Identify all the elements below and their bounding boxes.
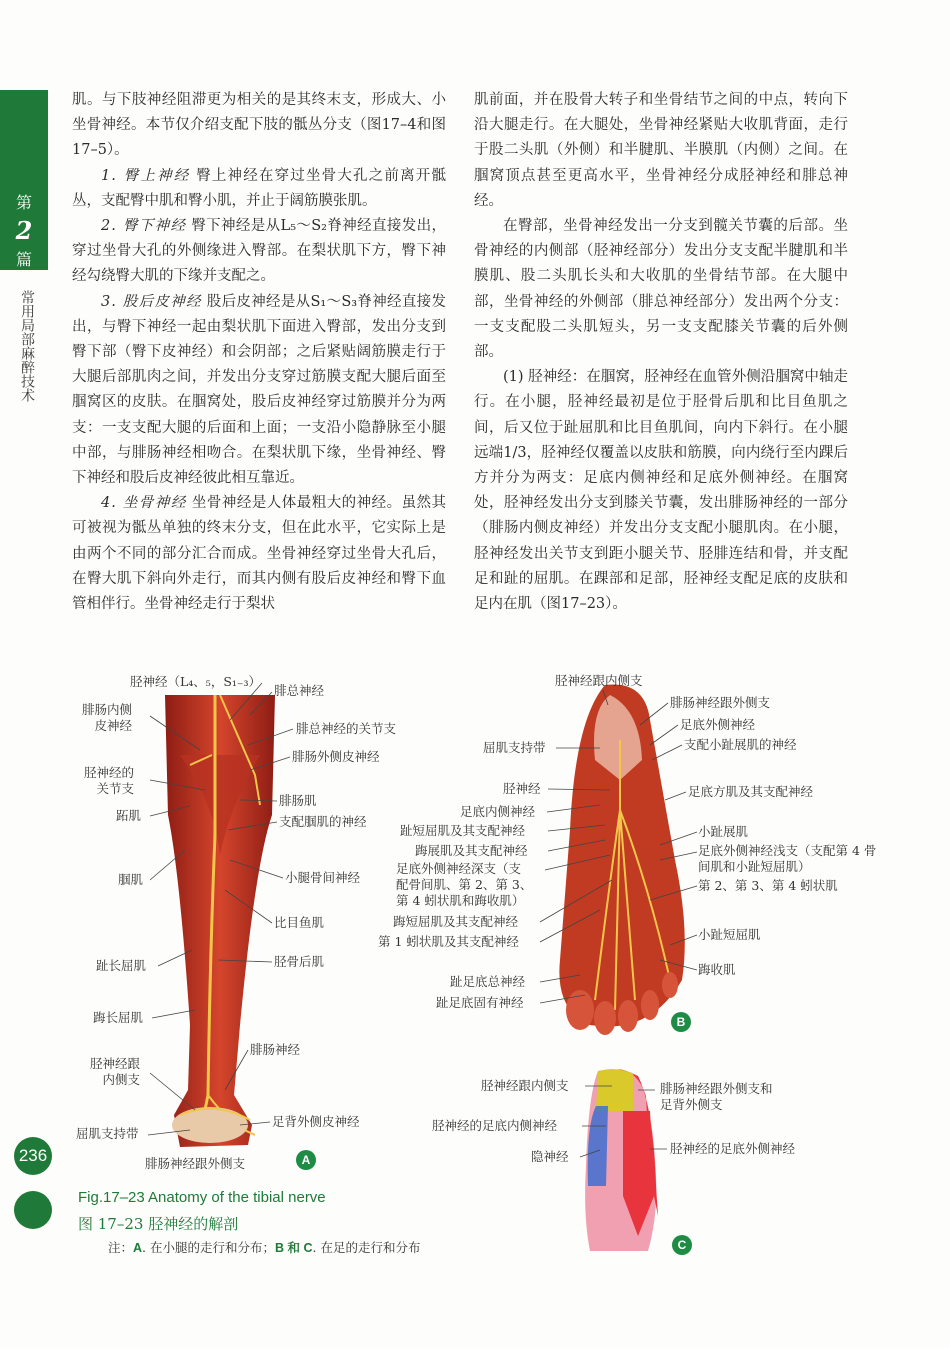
paragraph-text: 坐骨神经是人体最粗大的神经。虽然其可被视为骶丛单独的终末分支，但在此水平，它实际上是由两个不同的部分汇合而成。坐骨神经穿过坐骨大孔后，在臀大肌下斜向外走行，而其内侧有股后皮神经和臀下血管相伴行。坐骨神经走行于梨状 bbox=[72, 495, 447, 613]
label-popliteus: 腘肌 bbox=[118, 872, 144, 887]
paragraph-text: 肌。与下肢神经阻滞更为相关的是其终末支，形成大、小坐骨神经。本节仅介绍支配下肢的骶丛分支（图17–4和图17–5）。 bbox=[72, 92, 446, 159]
label-tibialis-posterior: 胫骨后肌 bbox=[274, 954, 325, 969]
figure-b-sole-illustration bbox=[550, 680, 690, 1035]
paragraph-heading: 1. 臀上神经 bbox=[101, 167, 191, 184]
left-text-column bbox=[72, 88, 446, 617]
label-b-tibial: 胫神经 bbox=[503, 781, 541, 796]
label-fhl: 踇长屈肌 bbox=[93, 1010, 144, 1025]
label-gastrocnemius: 腓肠肌 bbox=[279, 793, 317, 808]
label-tibial-articular-branch: 胫神经的 关节支 bbox=[84, 765, 135, 796]
paragraph-text: 臀下神经是从L₅～S₂脊神经直接发出，穿过坐骨大孔的外侧缘进入臀部。在梨状肌下方，臀下神经勾绕臀大肌的下缘并支配之。 bbox=[72, 218, 446, 285]
paragraph bbox=[72, 88, 446, 164]
label-b-lumbrical-1: 第 1 蚓状肌及其支配神经 bbox=[378, 934, 519, 949]
figure-b-letter: B bbox=[671, 1012, 691, 1032]
note-a-marker: A bbox=[133, 1241, 143, 1255]
paragraph-heading: 4. 坐骨神经 bbox=[101, 495, 187, 512]
figure-caption-zh: 图 17–23 胫神经的解剖 bbox=[78, 1215, 239, 1233]
label-sural-lateral-calcaneal: 腓肠神经跟外侧支 bbox=[145, 1156, 246, 1171]
label-interosseous-nerve: 小腿骨间神经 bbox=[285, 870, 361, 885]
section-title-vertical: 常用局部麻醉技术 bbox=[19, 290, 35, 402]
paragraph bbox=[474, 88, 848, 214]
paragraph-heading: 3. 股后皮神经 bbox=[101, 293, 202, 310]
page-marker-dot bbox=[14, 1191, 52, 1229]
figure-c-sole-map bbox=[578, 1066, 660, 1256]
part-prefix: 第 bbox=[15, 193, 32, 212]
label-b-lp-superficial: 足底外侧神经浅支（支配第 4 骨 间肌和小趾短屈肌） bbox=[698, 843, 877, 874]
label-b-fdm-brevis: 小趾短屈肌 bbox=[698, 927, 761, 942]
paragraph-text: 股后皮神经是从S₁～S₃脊神经直接发出，与臀下神经一起由梨状肌下面进入臀部，发出分支到臀下部（臀下皮神经）和会阴部；之后紧贴阔筋膜走行于大腿后部肌肉之间，并发出分支穿过筋膜支配大腿后面至腘窝区的皮肤。在腘窝处，股后皮神经穿过筋膜并分为两支：一支支配大腿的后面和上面；一支沿小隐静脉至小腿中部，与腓肠神经相吻合。在梨状肌下缘，坐骨神经、臀下神经和股后皮神经彼此相互靠近。 bbox=[72, 293, 447, 487]
label-b-lumbricals-234: 第 2、第 3、第 4 蚓状肌 bbox=[698, 878, 838, 893]
paragraph bbox=[72, 164, 446, 214]
label-fdl: 趾长屈肌 bbox=[96, 958, 147, 973]
label-c-calcaneal-medial: 胫神经跟内侧支 bbox=[481, 1078, 569, 1093]
label-c-medial-plantar: 胫神经的足底内侧神经 bbox=[432, 1118, 558, 1133]
figure-c-letter: C bbox=[672, 1235, 692, 1255]
figure-caption-note bbox=[108, 1238, 420, 1256]
label-b-lp-deep: 足底外侧神经深支（支 配骨间肌、第 2、第 3、 第 4 蚓状肌和踇收肌） bbox=[396, 861, 533, 908]
label-common-peroneal-nerve: 腓总神经 bbox=[274, 683, 325, 698]
label-b-fhb: 踇短屈肌及其支配神经 bbox=[393, 914, 519, 929]
label-soleus: 比目鱼肌 bbox=[274, 915, 325, 930]
label-flexor-retinaculum: 屈肌支持带 bbox=[76, 1126, 139, 1141]
label-b-adm-nerve: 支配小趾展肌的神经 bbox=[684, 737, 797, 752]
label-b-medial-plantar: 足底内侧神经 bbox=[460, 804, 536, 819]
note-bc-text: . 在足的走行和分布 bbox=[312, 1240, 421, 1255]
label-b-common-digital: 趾足底总神经 bbox=[450, 974, 526, 989]
paragraph bbox=[474, 365, 848, 617]
paragraph-text: 臀上神经在穿过坐骨大孔之前离开骶丛，支配臀中肌和臀小肌，并止于阔筋膜张肌。 bbox=[72, 167, 446, 209]
paragraph bbox=[72, 214, 446, 290]
label-cp-articular-branch: 腓总神经的关节支 bbox=[296, 721, 397, 736]
label-medial-sural-cutaneous: 腓肠内侧 皮神经 bbox=[82, 702, 133, 733]
label-calcaneal-medial-branch: 胫神经跟 内侧支 bbox=[90, 1056, 141, 1087]
label-b-quadratus: 足底方肌及其支配神经 bbox=[688, 784, 814, 799]
paragraph bbox=[72, 491, 446, 617]
note-prefix: 注： bbox=[108, 1240, 134, 1255]
label-b-lateral-plantar: 足底外侧神经 bbox=[680, 717, 756, 732]
label-b-sural-lateral-calcaneal: 腓肠神经跟外侧支 bbox=[670, 695, 771, 710]
label-c-sural: 腓肠神经跟外侧支和 足背外侧支 bbox=[660, 1081, 773, 1112]
paragraph-text: 肌前面，并在股骨大转子和坐骨结节之间的中点，转向下沿大腿走行。在大腿处，坐骨神经紧贴大收肌背面，走行于股二头肌（外侧）和半腱肌、半膜肌（内侧）之间。在腘窝顶点甚至更高水平，坐骨神经分成胫神经和腓总神经。 bbox=[474, 92, 848, 209]
label-plantaris: 跖肌 bbox=[116, 808, 142, 823]
paragraph-text: 在臀部，坐骨神经发出一分支到髋关节囊的后部。坐骨神经的内侧部（胫神经部分）发出分支支配半腱肌和半膜肌、股二头肌长头和大收肌的坐骨结节部。在大腿中部，坐骨神经的外侧部（腓总神经部分）发出两个分支：一支支配股二头肌短头，另一支支配膝关节囊的后外侧部。 bbox=[474, 218, 848, 361]
label-c-saphenous: 隐神经 bbox=[531, 1149, 569, 1164]
note-bc-marker: B 和 C bbox=[275, 1241, 313, 1255]
label-lateral-dorsal-cutaneous: 足背外侧皮神经 bbox=[272, 1114, 360, 1129]
label-b-proper-digital: 趾足底固有神经 bbox=[436, 995, 524, 1010]
label-sural-nerve: 腓肠神经 bbox=[250, 1042, 301, 1057]
label-b-adm: 小趾展肌 bbox=[698, 824, 749, 839]
label-tibial-nerve: 胫神经（L₄、₅，S₁₋₃） bbox=[130, 674, 262, 689]
label-b-calcaneal-medial: 胫神经跟内侧支 bbox=[555, 673, 643, 688]
figure-a-leg-illustration bbox=[160, 695, 280, 1155]
figure-a-letter: A bbox=[296, 1150, 316, 1170]
figure-caption-en: Fig.17–23 Anatomy of the tibial nerve bbox=[78, 1189, 326, 1206]
label-lateral-sural-cutaneous: 腓肠外侧皮神经 bbox=[292, 749, 380, 764]
label-b-flexor-retinaculum: 屈肌支持带 bbox=[483, 740, 546, 755]
label-popliteus-nerve: 支配腘肌的神经 bbox=[279, 814, 367, 829]
paragraph bbox=[72, 290, 446, 492]
paragraph bbox=[474, 214, 848, 365]
part-number: 2 bbox=[15, 216, 33, 245]
paragraph-heading: 2. 臀下神经 bbox=[101, 218, 187, 235]
part-tab bbox=[0, 90, 48, 270]
label-b-abductor-hallucis: 踇展肌及其支配神经 bbox=[415, 843, 528, 858]
note-a-text: . 在小腿的走行和分布； bbox=[142, 1240, 275, 1255]
label-b-fdb: 趾短屈肌及其支配神经 bbox=[400, 823, 526, 838]
label-c-lateral-plantar: 胫神经的足底外侧神经 bbox=[670, 1141, 796, 1156]
paragraph-text: (1) 胫神经：在腘窝，胫神经在血管外侧沿腘窝中轴走行。在小腿，胫神经最初是位于胫骨后肌和比目鱼肌之间，后又位于趾屈肌和比目鱼肌间，向内下斜行。在小腿远端1/3，胫神经仅覆盖以皮肤和筋膜，向内绕行至内踝后方并分为两支：足底内侧神经和足底外侧神经。在腘窝处，胫神经发出分支到膝关节囊，发出腓肠神经的一部分（腓肠内侧皮神经）并发出分支支配小腿肌肉。在小腿，胫神经发出关节支到距小腿关节、胫腓连结和骨，并支配足和趾的屈肌。在踝部和足部，胫神经支配足底的皮肤和足内在肌（图17–23）。 bbox=[474, 369, 848, 613]
page-number: 236 bbox=[14, 1137, 52, 1175]
label-b-adductor-hallucis: 踇收肌 bbox=[698, 962, 736, 977]
right-text-column bbox=[474, 88, 848, 617]
part-suffix: 篇 bbox=[15, 250, 32, 269]
